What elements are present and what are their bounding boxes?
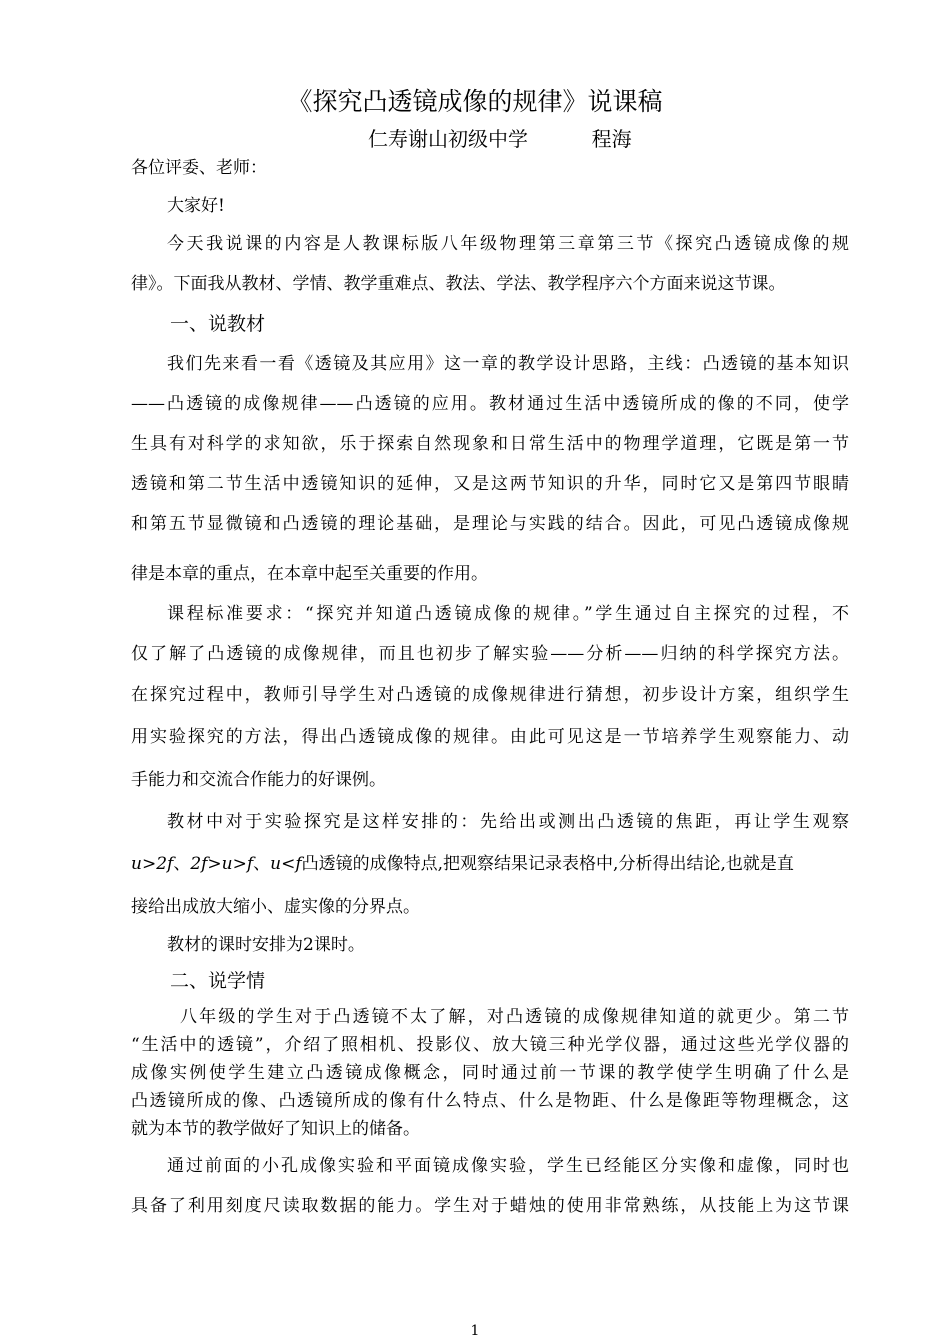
section-heading: 一、说教材 (170, 313, 266, 335)
paragraph-line: 在探究过程中，教师引导学生对凸透镜的成像规律进行猜想，初步设计方案，组织学生 (131, 685, 849, 705)
paragraph-line: 教材的课时安排为2课时。 (167, 935, 365, 955)
greeting: 大家好! (167, 196, 225, 216)
salutation: 各位评委、老师： (131, 158, 267, 178)
condition-u-lt-f: u<f (270, 854, 302, 874)
paragraph-line: 用实验探究的方法，得出凸透镜成像的规律。由此可见这是一节培养学生观察能力、动 (131, 727, 849, 747)
condition-2f-gt-u-gt-f: 2f>u>f (190, 854, 254, 874)
paragraph-line: “生活中的透镜”，介绍了照相机、投影仪、放大镜三种光学仪器，通过这些光学仪器的 (131, 1035, 849, 1055)
paragraph-line: 和第五节显微镜和凸透镜的理论基础，是理论与实践的结合。因此，可见凸透镜成像规 (131, 514, 849, 534)
paragraph-line: 课程标准要求：“探究并知道凸透镜成像的规律。”学生通过自主探究的过程，不 (167, 604, 849, 624)
school-name: 仁寿谢山初级中学 (368, 127, 528, 151)
paragraph-line-rest: 凸透镜的成像特点,把观察结果记录表格中,分析得出结论,也就是直 (301, 854, 794, 874)
paragraph-line: 具备了利用刻度尺读取数据的能力。学生对于蜡烛的使用非常熟练，从技能上为这节课 (131, 1196, 849, 1216)
paragraph-line: 我们先来看一看《透镜及其应用》这一章的教学设计思路，主线：凸透镜的基本知识 (167, 354, 849, 374)
paragraph-line: 今天我说课的内容是人教课标版八年级物理第三章第三节《探究凸透镜成像的规 (167, 234, 849, 254)
paragraph-line: 手能力和交流合作能力的好课例。 (131, 770, 386, 790)
paragraph-line: 律》。下面我从教材、学情、教学重难点、教法、学法、教学程序六个方面来说这节课。 (131, 274, 786, 294)
paragraph-line-with-conditions: u>2f、2f>u>f、u<f凸透镜的成像特点,把观察结果记录表格中,分析得出结论,也就是直 (131, 854, 794, 874)
paragraph-line: 生具有对科学的求知欲，乐于探索自然现象和日常生活中的物理学道理，它既是第一节 (131, 434, 849, 454)
author-name: 程海 (591, 127, 632, 151)
paragraph-line: 凸透镜所成的像、凸透镜所成的像有什么特点、什么是物距、什么是像距等物理概念，这 (131, 1091, 849, 1111)
paragraph-line: ——凸透镜的成像规律——凸透镜的应用。教材通过生活中透镜所成的像的不同，使学 (131, 394, 849, 414)
page-number: 1 (470, 1323, 480, 1339)
paragraph-line: 通过前面的小孔成像实验和平面镜成像实验，学生已经能区分实像和虚像，同时也 (167, 1156, 849, 1176)
document-title: 《探究凸透镜成像的规律》说课稿 (287, 87, 663, 116)
paragraph-line: 教材中对于实验探究是这样安排的：先给出或测出凸透镜的焦距，再让学生观察 (167, 812, 849, 832)
paragraph-line: 成像实例使学生建立凸透镜成像概念，同时通过前一节课的教学使学生明确了什么是 (131, 1063, 849, 1083)
section-heading: 二、说学情 (170, 970, 266, 992)
paragraph-line: 律是本章的重点，在本章中起至关重要的作用。 (131, 564, 488, 584)
paragraph-line: 八年级的学生对于凸透镜不太了解，对凸透镜的成像规律知道的就更少。第二节 (180, 1007, 849, 1027)
condition-u-gt-2f: u>2f (131, 854, 174, 874)
paragraph-line: 就为本节的教学做好了知识上的储备。 (131, 1119, 420, 1139)
paragraph-line: 接给出成放大缩小、虚实像的分界点。 (131, 897, 420, 917)
paragraph-line: 透镜和第二节生活中透镜知识的延伸，又是这两节知识的升华，同时它又是第四节眼睛 (131, 474, 849, 494)
byline (368, 124, 632, 154)
paragraph-line: 仅了解了凸透镜的成像规律，而且也初步了解实验——分析——归纳的科学探究方法。 (131, 644, 849, 664)
